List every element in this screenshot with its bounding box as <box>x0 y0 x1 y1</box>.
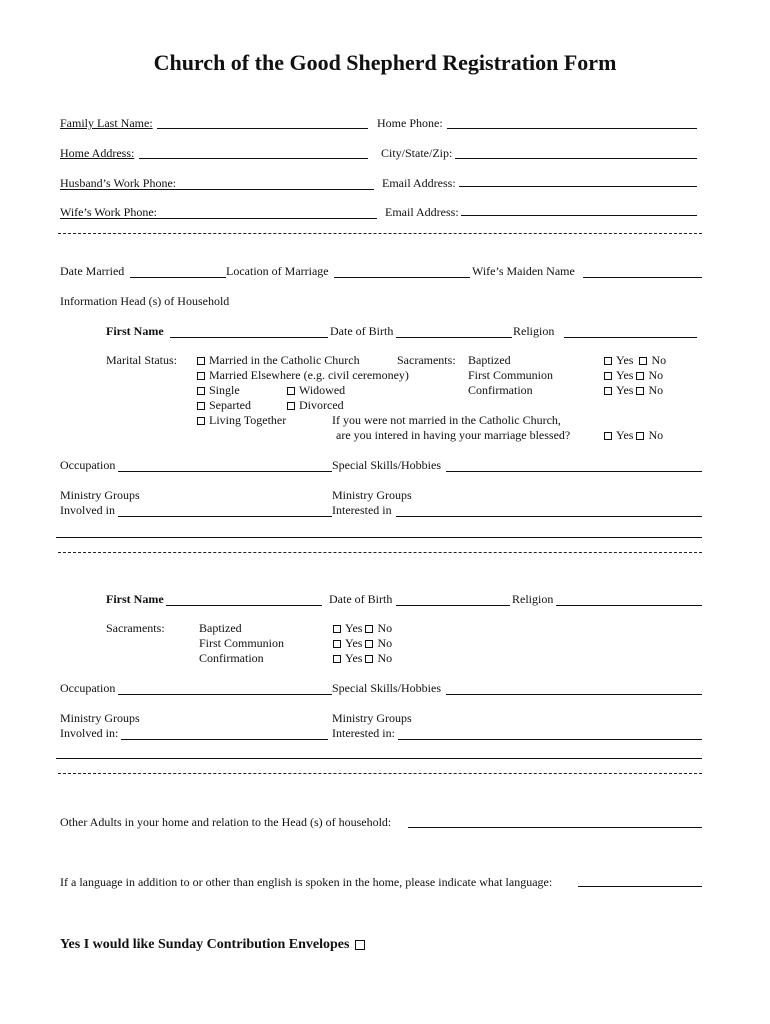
checkbox-icon[interactable] <box>333 625 341 633</box>
section-divider <box>58 552 702 553</box>
checkbox-icon[interactable] <box>365 655 373 663</box>
email-address-label-2: Email Address: <box>385 205 459 219</box>
checkbox-icon[interactable] <box>604 357 612 365</box>
head-ministry-groups-label: Ministry Groups <box>60 488 140 502</box>
head-dob-label: Date of Birth <box>330 324 394 338</box>
home-phone-label: Home Phone: <box>377 116 443 130</box>
checkbox-icon[interactable] <box>197 417 205 425</box>
second-interested-in-label: Interested in: <box>332 726 395 740</box>
blessing-question-line-2: are you intered in having your marriage blessed? <box>336 428 571 442</box>
extra-line[interactable] <box>56 758 702 759</box>
head-sacrament-baptized: Baptized <box>468 353 511 367</box>
head-skills-field[interactable] <box>446 471 702 472</box>
marital-catholic-option[interactable]: Married in the Catholic Church <box>197 353 360 367</box>
location-of-marriage-label: Location of Marriage <box>226 264 329 278</box>
checkbox-icon[interactable] <box>333 640 341 648</box>
head-occupation-label: Occupation <box>60 458 116 472</box>
wife-maiden-name-field[interactable] <box>583 277 702 278</box>
date-married-field[interactable] <box>130 277 226 278</box>
head-interested-in-field[interactable] <box>396 516 702 517</box>
checkbox-icon[interactable] <box>365 625 373 633</box>
second-first-name-label: First Name <box>106 592 164 606</box>
head-sacrament-first-communion: First Communion <box>468 368 554 382</box>
city-state-zip-label: City/State/Zip: <box>381 146 453 160</box>
other-adults-field[interactable] <box>408 827 702 828</box>
blessing-question-line-1: If you were not married in the Catholic Church, <box>332 413 561 427</box>
second-sacrament-confirmation: Confirmation <box>199 651 264 665</box>
head-dob-field[interactable] <box>396 337 512 338</box>
second-sacrament-first-communion: First Communion <box>199 636 285 650</box>
city-state-zip-field[interactable] <box>455 158 697 159</box>
checkbox-icon[interactable] <box>639 357 647 365</box>
head-involved-in-field[interactable] <box>118 516 332 517</box>
info-heading: Information Head (s) of Household <box>60 294 230 308</box>
husband-work-phone-label: Husband’s Work Phone: <box>60 176 177 190</box>
head-communion-yes-no[interactable]: Yes No <box>604 368 663 382</box>
home-address-field[interactable] <box>139 158 368 159</box>
marital-separated-option[interactable]: Separted <box>197 398 251 412</box>
second-ministry-groups-label: Ministry Groups <box>60 711 140 725</box>
family-last-name-field[interactable] <box>157 128 368 129</box>
location-of-marriage-field[interactable] <box>334 277 470 278</box>
wife-work-phone-field[interactable] <box>60 218 377 219</box>
checkbox-icon[interactable] <box>355 940 365 950</box>
date-married-label: Date Married <box>60 264 125 278</box>
blessing-yes-no[interactable]: Yes No <box>604 428 663 442</box>
marital-elsewhere-option[interactable]: Married Elsewhere (e.g. civil ceremoney) <box>197 368 409 382</box>
second-occupation-field[interactable] <box>118 694 332 695</box>
head-involved-in-label: Involved in <box>60 503 115 517</box>
second-sacraments-label: Sacraments: <box>106 621 165 635</box>
section-divider <box>58 773 702 774</box>
second-baptized-yes-no[interactable]: Yes No <box>333 621 392 635</box>
language-label: If a language in addition to or other than english is spoken in the home, please indicate what language: <box>60 875 553 889</box>
head-first-name-field[interactable] <box>170 337 328 338</box>
checkbox-icon[interactable] <box>197 357 205 365</box>
head-religion-field[interactable] <box>564 337 697 338</box>
head-sacrament-confirmation: Confirmation <box>468 383 533 397</box>
second-skills-field[interactable] <box>446 694 702 695</box>
section-divider <box>58 233 702 234</box>
other-adults-label: Other Adults in your home and relation to the Head (s) of household: <box>60 815 392 829</box>
page-title: Church of the Good Shepherd Registration Form <box>153 50 617 75</box>
head-sacraments-label: Sacraments: <box>397 353 456 367</box>
head-occupation-field[interactable] <box>118 471 332 472</box>
second-religion-field[interactable] <box>556 605 702 606</box>
checkbox-icon[interactable] <box>636 372 644 380</box>
checkbox-icon[interactable] <box>197 372 205 380</box>
head-first-name-label: First Name <box>106 324 164 338</box>
marital-widowed-option[interactable]: Widowed <box>287 383 345 397</box>
head-interested-in-label: Interested in <box>332 503 392 517</box>
marital-status-label: Marital Status: <box>106 353 177 367</box>
checkbox-icon[interactable] <box>636 432 644 440</box>
checkbox-icon[interactable] <box>604 432 612 440</box>
second-communion-yes-no[interactable]: Yes No <box>333 636 392 650</box>
checkbox-icon[interactable] <box>197 402 205 410</box>
checkbox-icon[interactable] <box>287 402 295 410</box>
language-field[interactable] <box>578 886 702 887</box>
second-ministry-groups-label-2: Ministry Groups <box>332 711 412 725</box>
checkbox-icon[interactable] <box>636 387 644 395</box>
second-occupation-label: Occupation <box>60 681 116 695</box>
checkbox-icon[interactable] <box>604 387 612 395</box>
checkbox-icon[interactable] <box>333 655 341 663</box>
second-involved-in-label: Involved in: <box>60 726 119 740</box>
head-skills-label: Special Skills/Hobbies <box>332 458 441 472</box>
extra-line[interactable] <box>56 537 702 538</box>
email-address-label-1: Email Address: <box>382 176 456 190</box>
second-dob-label: Date of Birth <box>329 592 393 606</box>
marital-single-option[interactable]: Single <box>197 383 240 397</box>
checkbox-icon[interactable] <box>287 387 295 395</box>
home-address-label: Home Address: <box>60 146 135 160</box>
head-baptized-yes-no[interactable]: Yes No <box>604 353 666 367</box>
head-ministry-groups-label-2: Ministry Groups <box>332 488 412 502</box>
family-last-name-label: Family Last Name: <box>60 116 153 130</box>
envelopes-option[interactable]: Yes I would like Sunday Contribution Envelopes <box>60 937 365 953</box>
email-address-field-1[interactable] <box>459 186 697 187</box>
second-first-name-field[interactable] <box>166 605 322 606</box>
second-religion-label: Religion <box>512 592 554 606</box>
husband-work-phone-field[interactable] <box>60 189 374 190</box>
second-dob-field[interactable] <box>396 605 510 606</box>
marital-living-together-option[interactable]: Living Together <box>197 413 286 427</box>
second-sacrament-baptized: Baptized <box>199 621 242 635</box>
home-phone-field[interactable] <box>447 128 697 129</box>
email-address-field-2[interactable] <box>461 215 697 216</box>
wife-work-phone-label: Wife’s Work Phone: <box>60 205 157 219</box>
head-confirmation-yes-no[interactable]: Yes No <box>604 383 663 397</box>
marital-divorced-option[interactable]: Divorced <box>287 398 344 412</box>
wife-maiden-name-label: Wife’s Maiden Name <box>472 264 575 278</box>
checkbox-icon[interactable] <box>365 640 373 648</box>
head-religion-label: Religion <box>513 324 555 338</box>
checkbox-icon[interactable] <box>604 372 612 380</box>
second-involved-in-field[interactable] <box>121 739 328 740</box>
second-interested-in-field[interactable] <box>398 739 702 740</box>
second-skills-label: Special Skills/Hobbies <box>332 681 441 695</box>
checkbox-icon[interactable] <box>197 387 205 395</box>
second-confirmation-yes-no[interactable]: Yes No <box>333 651 392 665</box>
